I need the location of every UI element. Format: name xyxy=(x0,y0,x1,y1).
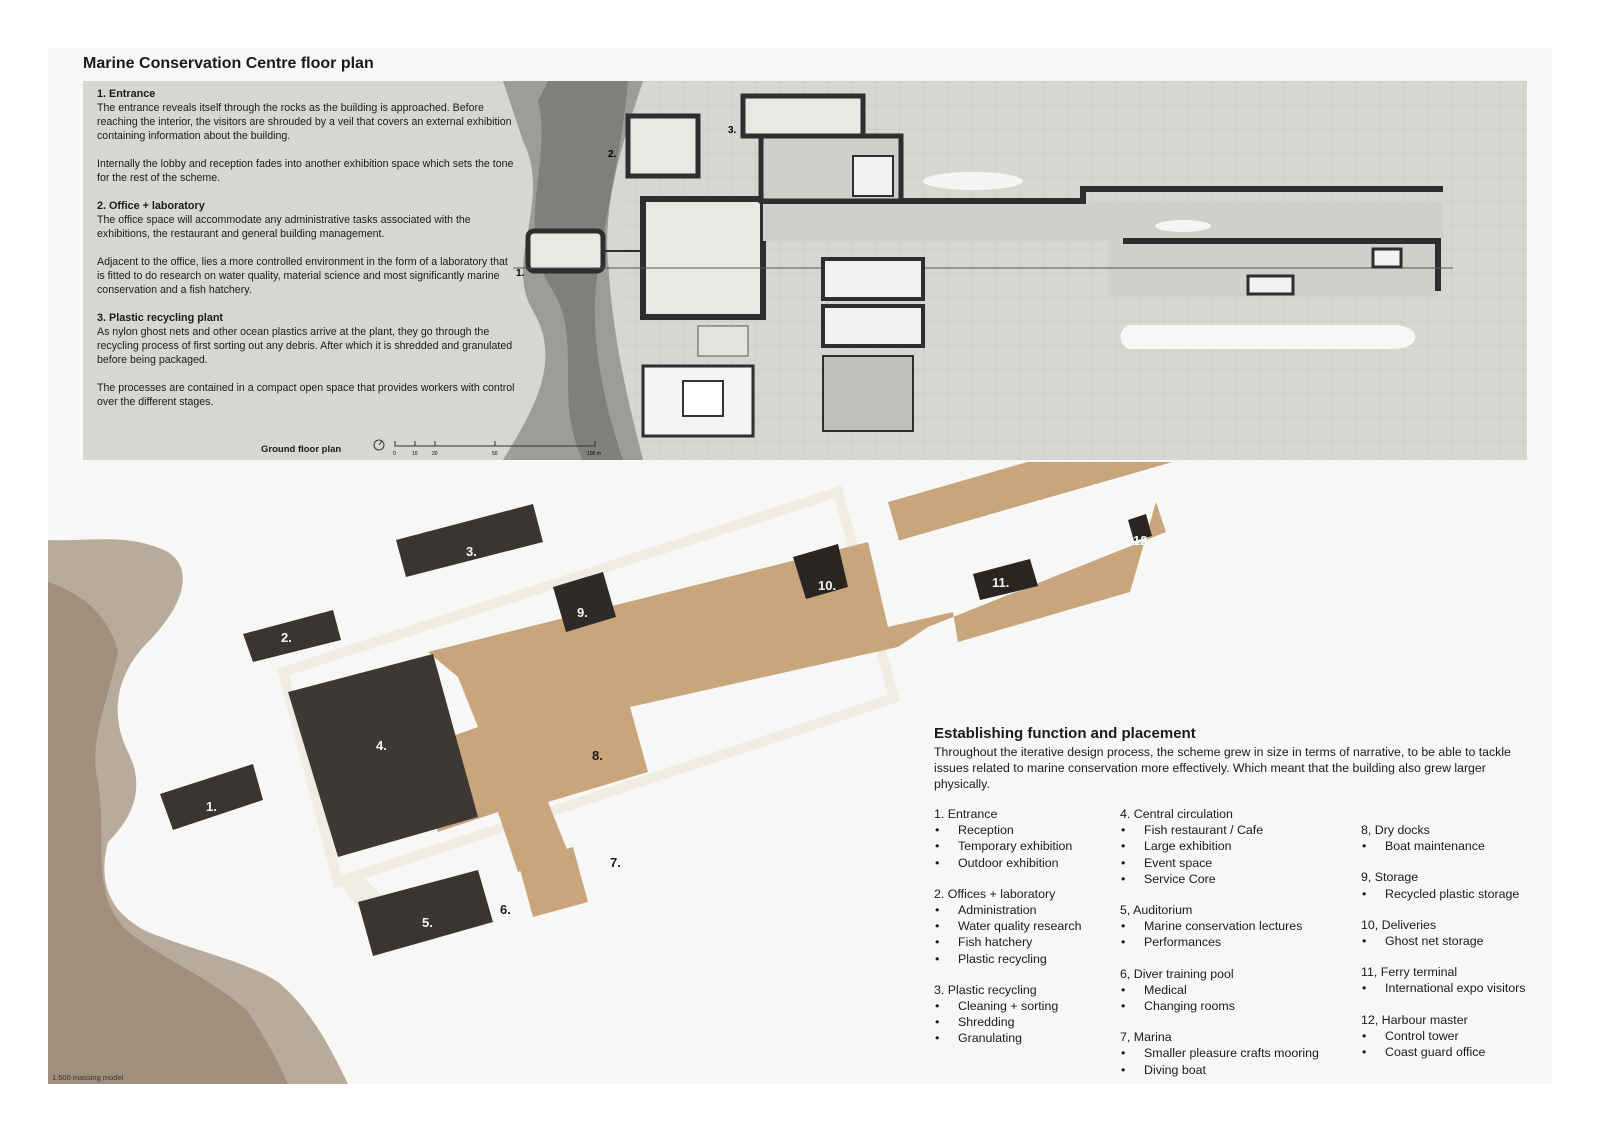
marina-area xyxy=(823,356,913,431)
program-group xyxy=(1361,822,1551,854)
program-group-title: 4. Central circulation xyxy=(1120,807,1233,821)
scale-tick: 100 m xyxy=(587,451,601,456)
ferry-kiosk xyxy=(1248,276,1293,294)
program-item: • Cleaning + sorting xyxy=(934,998,1124,1014)
program-group-title: 8, Dry docks xyxy=(1361,823,1430,837)
program-group-title: 9, Storage xyxy=(1361,870,1419,885)
program-group-title: 10, Deliveries xyxy=(1361,917,1437,932)
auditorium-stage xyxy=(683,381,723,416)
program-group xyxy=(1120,1029,1350,1078)
model-label-10: 10. xyxy=(818,578,837,593)
scale-tick: 0 xyxy=(393,451,396,456)
program-column-1 xyxy=(934,806,1124,1062)
program-group-title: 11, Ferry terminal xyxy=(1361,965,1458,980)
program-item: • Marine conservation lectures xyxy=(1120,918,1350,934)
program-item: • Boat maintenance xyxy=(1361,838,1551,854)
program-item: • Administration xyxy=(934,902,1124,918)
model-label-11: 11. xyxy=(992,575,1010,590)
model-label-7: 7. xyxy=(610,855,621,870)
floor-plan-panel xyxy=(83,81,1527,460)
program-group-title: 1. Entrance xyxy=(934,807,998,821)
program-column-2 xyxy=(1120,806,1350,1093)
recycling-building xyxy=(743,96,863,136)
scale-tick: 50 xyxy=(492,451,498,456)
boat xyxy=(923,172,1023,190)
block-1 xyxy=(160,764,263,830)
model-label-8: 8. xyxy=(592,748,603,763)
program-group-title: 12, Harbour master xyxy=(1361,1012,1468,1027)
storage-room xyxy=(853,156,893,196)
model-caption: 1:500 massing model xyxy=(52,1073,124,1082)
program-column-3 xyxy=(1361,822,1551,1075)
program-group-title: 5, Auditorium xyxy=(1120,903,1193,918)
function-heading: Establishing function and placement xyxy=(934,725,1196,742)
entrance-pod xyxy=(528,231,603,271)
diver-pool xyxy=(698,326,748,356)
plan-marker-2: 2. xyxy=(608,149,617,160)
entrance-paragraph-1: The entrance reveals itself through the rocks as the building is approached. Before reaching the interior, the visitors are shrouded by a veil that covers an external exhibition containing information about the building. xyxy=(97,102,512,142)
program-group xyxy=(1361,917,1551,949)
office-heading: 2. Office + laboratory xyxy=(97,200,205,212)
plastic-paragraph-1: As nylon ghost nets and other ocean plastics arrive at the plant, they go through the recycling process of first sorting out any debris. After which it is shredded and granulated before being packaged. xyxy=(97,326,513,366)
program-group xyxy=(934,886,1124,967)
office-paragraph-1: The office space will accommodate any administrative tasks associated with the exhibitions, the restaurant and general building management. xyxy=(97,214,471,240)
plan-marker-1: 1. xyxy=(516,268,525,279)
model-label-1: 1. xyxy=(206,799,217,814)
program-group xyxy=(934,806,1124,871)
program-item: • Event space xyxy=(1120,855,1350,871)
program-group xyxy=(934,982,1124,1047)
model-label-6: 6. xyxy=(500,902,511,917)
plastic-paragraph-2: The processes are contained in a compact open space that provides workers with control over the different stages. xyxy=(97,382,515,408)
program-item: • Outdoor exhibition xyxy=(934,855,1124,871)
cork-pier xyxy=(888,462,1173,540)
program-item: • Service Core xyxy=(1120,871,1350,887)
plan-description xyxy=(97,87,515,423)
program-item: • Water quality research xyxy=(934,918,1124,934)
office-paragraph-2: Adjacent to the office, lies a more controlled environment in the form of a laboratory that is fitted to do research on water quality, material science and most significantly marine conservation and a fish hatchery. xyxy=(97,256,508,296)
program-item: • Fish hatchery xyxy=(934,934,1124,950)
program-group xyxy=(1361,869,1551,901)
program-item: • Shredding xyxy=(934,1014,1124,1030)
function-intro: Throughout the iterative design process, the scheme grew in size in terms of narrative, to be able to tackle issues related to marine conservation more effectively. Which meant that the building also grew larger physically. xyxy=(934,745,1511,791)
program-item: • Plastic recycling xyxy=(934,951,1124,967)
program-group xyxy=(1361,1012,1551,1061)
office-building xyxy=(628,116,698,176)
program-item: • Control tower xyxy=(1361,1028,1551,1044)
model-label-2: 2. xyxy=(281,630,292,645)
program-item: • Changing rooms xyxy=(1120,998,1350,1014)
block-5 xyxy=(358,870,493,956)
program-item: • Medical xyxy=(1120,982,1350,998)
scale-bar xyxy=(373,436,613,456)
program-item: • Smaller pleasure crafts mooring xyxy=(1120,1045,1350,1061)
program-group-title: 7, Marina xyxy=(1120,1030,1172,1045)
program-item: • Recycled plastic storage xyxy=(1361,886,1551,902)
central-block xyxy=(643,199,763,317)
program-group-title: 3. Plastic recycling xyxy=(934,982,1037,997)
program-group xyxy=(1120,806,1350,887)
model-label-5: 5. xyxy=(422,915,433,930)
program-item: • Ghost net storage xyxy=(1361,933,1551,949)
scale-tick: 20 xyxy=(432,451,438,456)
scale-tick: 10 xyxy=(412,451,418,456)
program-item: • Fish restaurant / Cafe xyxy=(1120,822,1350,838)
page-title: Marine Conservation Centre floor plan xyxy=(83,55,374,72)
program-item: • International expo visitors xyxy=(1361,980,1551,996)
program-item: • Coast guard office xyxy=(1361,1044,1551,1060)
function-placement-section xyxy=(934,725,1544,792)
program-item: • Diving boat xyxy=(1120,1062,1350,1078)
program-group-title: 6, Diver training pool xyxy=(1120,966,1234,981)
dry-dock-1 xyxy=(823,259,923,299)
boat xyxy=(1155,220,1211,232)
pier-upper xyxy=(763,201,1443,241)
harbour-master-kiosk xyxy=(1373,249,1401,267)
scale-bar-label: Ground floor plan xyxy=(261,444,342,455)
program-item: • Granulating xyxy=(934,1030,1124,1046)
plan-marker-3: 3. xyxy=(728,125,737,136)
ferry xyxy=(1121,325,1416,349)
program-item: • Large exhibition xyxy=(1120,838,1350,854)
program-item: • Reception xyxy=(934,822,1124,838)
program-item: • Temporary exhibition xyxy=(934,838,1124,854)
dry-dock-2 xyxy=(823,306,923,346)
plastic-heading: 3. Plastic recycling plant xyxy=(97,312,224,324)
entrance-paragraph-2: Internally the lobby and reception fades into another exhibition space which sets the tone for the rest of the scheme. xyxy=(97,158,514,184)
model-label-12: 12. xyxy=(1133,533,1152,548)
program-group xyxy=(1361,964,1551,996)
model-label-3: 3. xyxy=(466,544,477,559)
entrance-heading: 1. Entrance xyxy=(97,88,156,100)
model-label-4: 4. xyxy=(376,738,387,753)
program-group-title: 2. Offices + laboratory xyxy=(934,886,1056,901)
program-group xyxy=(1120,966,1350,1015)
model-label-9: 9. xyxy=(577,605,588,620)
block-3 xyxy=(396,504,543,577)
program-item: • Performances xyxy=(1120,934,1350,950)
program-group xyxy=(1120,902,1350,951)
